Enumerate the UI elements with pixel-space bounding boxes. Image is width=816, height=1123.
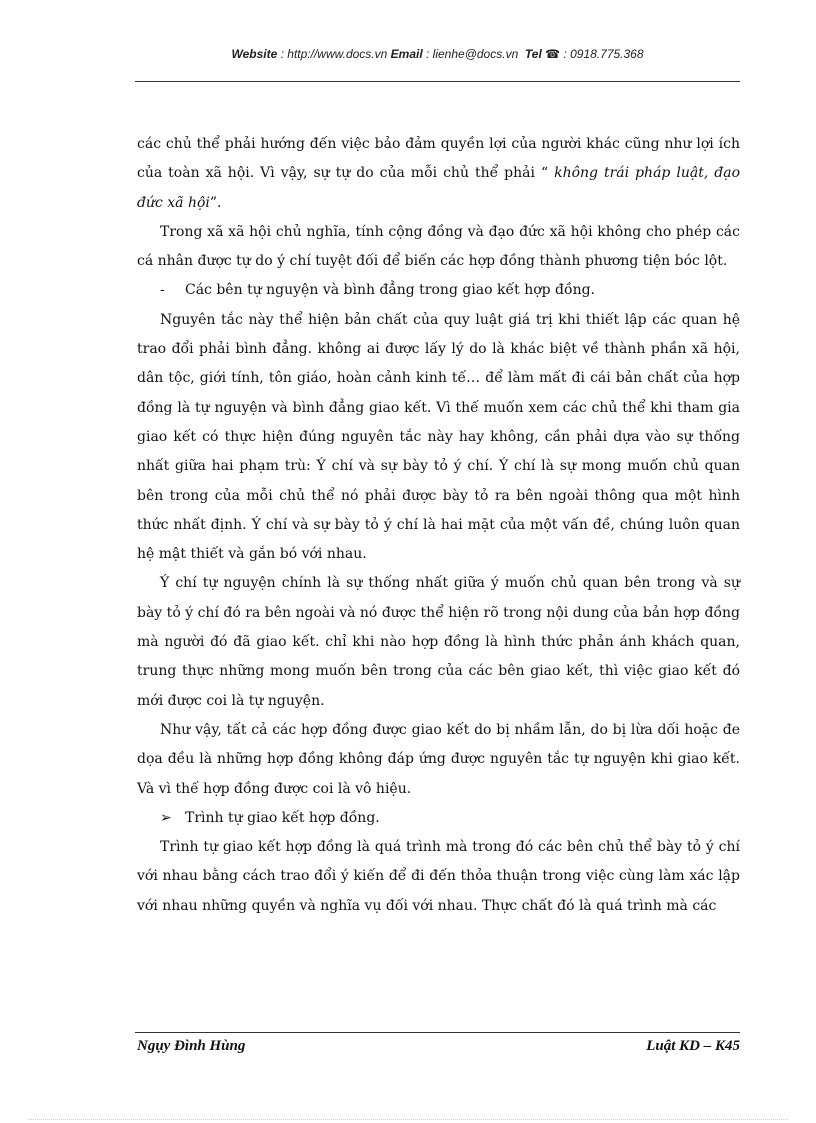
arrow-bullet-icon: ➢	[160, 809, 172, 826]
page-header	[135, 47, 740, 61]
paragraph-3: Nguyên tắc này thể hiện bản chất của quy luật giá trị khi thiết lập các quan hệ trao đổi phải bình đẳng. không ai được lấy lý do là khác biệt về thành phần xã hội, dân tộc, giới tính, tôn giáo, hoàn cảnh kinh tế… để làm mất đi cái bản chất của hợp đồng là tự nguyện và bình đẳng giao kết. Vì thế muốn xem các chủ thể khi tham gia giao kết có thực hiện đúng nguyên tắc này hay không, cần phải dựa vào sự thống nhất giữa hai phạm trù: Ý chí và sự bày tỏ ý chí. Ý chí là sự mong muốn chủ quan bên trong của mỗi chủ thể nó phải được bày tỏ ra bên ngoài thông qua một hình thức nhất định. Ý chí và sự bày tỏ ý chí là hai mặt của một vấn đề, chúng luôn quan hệ mật thiết và gắn bó với nhau.	[137, 311, 740, 563]
tel-number: : 0918.775.368	[560, 47, 644, 61]
website-url[interactable]: http://www.docs.vn	[287, 47, 388, 61]
paragraph-4: Ý chí tự nguyện chính là sự thống nhất giữa ý muốn chủ quan bên trong và sự bày tỏ ý chí đó ra bên ngoài và nó được thể hiện rõ trong nội dung của bản hợp đồng mà người đó đã giao kết. chỉ khi nào hợp đồng là hình thức phản ánh khách quan, trung thực những mong muốn bên trong của các bên giao kết, thì việc giao kết đó mới được coi là tự nguyện.	[137, 575, 740, 709]
paragraph-1-end: ”.	[209, 194, 222, 211]
document-body	[137, 130, 740, 921]
tel-label: Tel	[524, 47, 542, 61]
paragraph-1	[137, 130, 740, 218]
paragraph-6: Trình tự giao kết hợp đồng là quá trình mà trong đó các bên chủ thể bày tỏ ý chí với nhau bằng cách trao đổi ý kiến để đi đến thỏa thuận trong việc cùng làm xác lập với nhau những quyền và nghĩa vụ đối với nhau. Thực chất đó là quá trình mà các	[137, 839, 740, 914]
header-divider	[135, 81, 740, 82]
paragraph-2: Trong xã xã hội chủ nghĩa, tính cộng đồng và đạo đức xã hội không cho phép các cá nhân được tự do ý chí tuyệt đối để biến các hợp đồng thành phương tiện bóc lột.	[137, 223, 740, 270]
footer-author: Ngụy Đình Hùng	[137, 1038, 246, 1054]
page-bottom-edge	[28, 1119, 788, 1120]
email-address[interactable]: : lienhe@docs.vn	[422, 47, 519, 61]
paragraph-1-italic: không trái pháp luật, đạo đức xã hội	[137, 165, 740, 211]
website-separator: :	[277, 47, 288, 61]
bullet-item-2	[137, 804, 740, 833]
phone-icon: ☎	[545, 47, 561, 61]
website-label: Website	[231, 47, 278, 61]
footer-course: Luật KD – K45	[646, 1038, 740, 1054]
footer-divider	[135, 1032, 740, 1033]
bullet-item-1-text: Các bên tự nguyện và bình đẳng trong giao kết hợp đồng.	[185, 282, 596, 299]
email-label: Email	[390, 47, 423, 61]
dash-bullet-icon: -	[160, 282, 165, 299]
page-footer	[137, 1038, 740, 1055]
bullet-item-2-text: Trình tự giao kết hợp đồng.	[185, 809, 380, 826]
paragraph-5: Như vậy, tất cả các hợp đồng được giao kết do bị nhầm lẫn, do bị lừa dối hoặc đe dọa đều là những hợp đồng không đáp ứng được nguyên tắc tự nguyện khi giao kết. Và vì thế hợp đồng được coi là vô hiệu.	[137, 721, 740, 797]
bullet-item-1	[137, 276, 740, 305]
paragraph-1-text: các chủ thể phải hướng đến việc bảo đảm quyền lợi của người khác cũng như lợi ích của toàn xã hội. Vì vậy, sự tự do của mỗi chủ thể phải “	[137, 136, 740, 182]
